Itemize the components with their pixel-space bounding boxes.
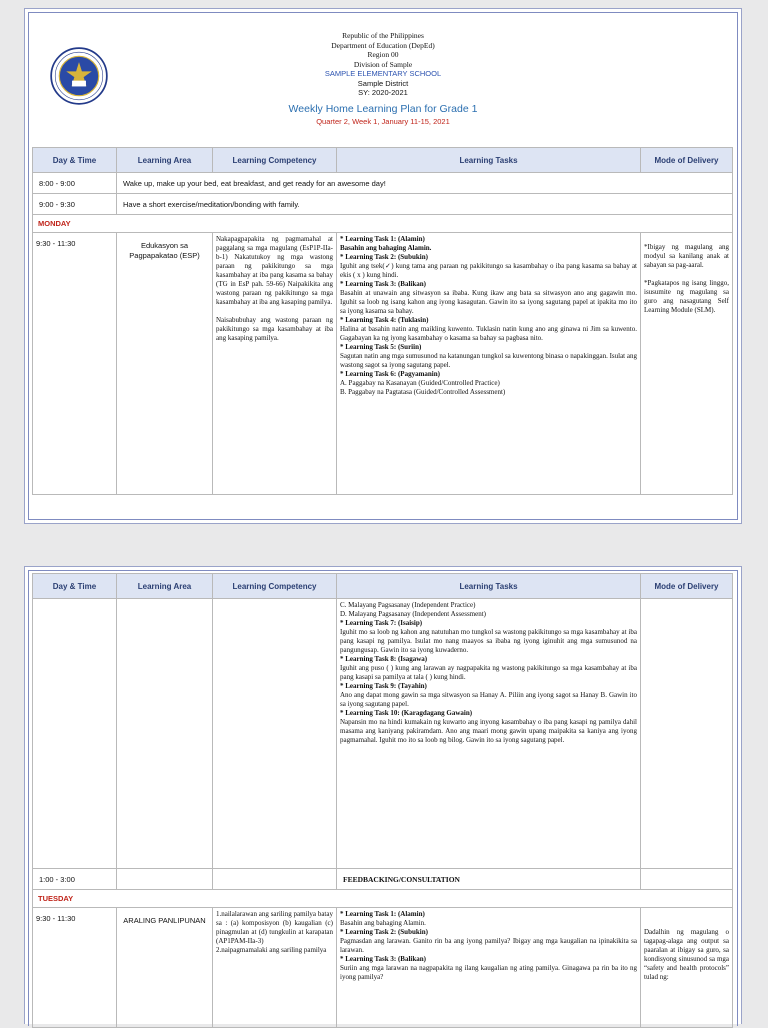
table-header-row — [33, 148, 733, 173]
task-heading: * Learning Task 2: (Subukin) — [340, 253, 428, 261]
task-heading: * Learning Task 1: (Alamin) — [340, 235, 425, 243]
time-cell — [33, 599, 117, 869]
header-line: Department of Education (DepEd) — [331, 40, 435, 50]
task-heading: * Learning Task 4: (Tuklasin) — [340, 316, 429, 324]
task-heading: * Learning Task 5: (Suriin) — [340, 343, 422, 351]
table-row — [33, 869, 733, 890]
feedback-cell: FEEDBACKING/CONSULTATION — [337, 869, 641, 890]
task-body: Napansin mo na hindi kumakain ng kuwarto ang inyong kasambahay o iba pang kasapi ng pamilya dahil masama ang kaniyang pakiramdam. Ano ang maari mong gawin upang maipakita sa kaniya ang iyong pagmamahal. Iguhit mo ito sa loob ng bilog. Gawin ito sa iyong sagutang papel. — [340, 718, 637, 744]
learning-area-cell — [117, 599, 213, 869]
competency-text: Naisabubuhay ang wastong paraan ng pakikitungo sa mga kasambahay at iba ang kasaping pamilya. — [216, 316, 333, 342]
competency-cell — [213, 233, 337, 495]
document-page-1 — [24, 8, 742, 524]
col-day-time: Day & Time — [33, 148, 117, 173]
header-line: Division of Sample — [353, 59, 413, 69]
competency-text: 2.naipagmamalaki ang sariling pamilya — [216, 946, 327, 954]
mode-cell — [641, 599, 733, 869]
table-header-row — [33, 574, 733, 599]
task-heading: * Learning Task 10: (Karagdagang Gawain) — [340, 709, 473, 717]
time-cell: 9:00 - 9:30 — [33, 194, 117, 215]
mode-text: *Ibigay ng magulang ang modyul sa kanilang anak at sabayan sa pag-aaral. — [644, 243, 729, 269]
competency-cell — [213, 869, 337, 890]
day-row — [33, 890, 733, 908]
task-body: A. Paggabay na Kasanayan (Guided/Controlled Practice) — [340, 379, 500, 387]
school-name: SAMPLE ELEMENTARY SCHOOL — [324, 69, 442, 78]
task-heading: * Learning Task 8: (Isagawa) — [340, 655, 428, 663]
task-body: B. Paggabay na Pagtatasa (Guided/Controlled Assessment) — [340, 388, 506, 396]
time-cell: 8:00 - 9:00 — [33, 173, 117, 194]
col-mode-of-delivery: Mode of Delivery — [641, 574, 733, 599]
activity-cell: Wake up, make up your bed, eat breakfast, and get ready for an awesome day! — [117, 173, 733, 194]
competency-cell — [213, 908, 337, 1028]
learning-plan-table — [32, 573, 733, 1028]
col-learning-competency: Learning Competency — [213, 148, 337, 173]
learning-area-cell — [117, 869, 213, 890]
mode-cell: Dadalhin ng magulang o tagapag-alaga ang output sa paaralan at ibigay sa guro, sa kondisyong sinusunod sa mga “safety and health protocols” tulad ng: — [641, 908, 733, 1028]
learning-area-cell: ARALING PANLIPUNAN — [117, 908, 213, 1028]
district: Sample District — [357, 78, 409, 88]
table-row — [33, 908, 733, 1028]
table-row — [33, 233, 733, 495]
task-body: Iguhit mo sa loob ng kahon ang natutuhan mo tungkol sa wastong pakikitungo sa mga kasambahay at iba pang kasapi ng pamilya. Isulat mo nang maayos sa ibaba ng iyong iginuhit ang mga sumusunod na pangungusap. Gawin ito sa iyong kuwaderno. — [340, 628, 637, 654]
task-body: Suriin ang mga larawan na nagpapakita ng ilang kaugalian ng ating pamilya. Ginagawa pa rin ba ito ng iyong pamilya? — [340, 964, 637, 981]
task-body: Basahin at unawain ang sitwasyon sa ibaba. Kung ikaw ang bata sa sitwasyon ano ang gagawin mo. Iguhit sa loob ng isang kahon ang iyong kasagutan. Gawin ito sa iyong sagutang papel at ipakita mo ito sa iyong kasama sa bahay. — [340, 289, 637, 315]
document-header — [25, 31, 741, 127]
school-year: SY: 2020-2021 — [358, 88, 408, 97]
competency-cell — [213, 599, 337, 869]
task-body: D. Malayang Pagsasanay (Independent Assessment) — [340, 610, 486, 618]
task-body: Sagutan natin ang mga sumusunod na katanungan tungkol sa kuwentong binasa o napakinggan. Isulat ang wastong sagot sa iyong sagutang papel. — [340, 352, 637, 369]
task-body: C. Malayang Pagsasanay (Independent Practice) — [340, 601, 476, 609]
day-label: MONDAY — [33, 215, 733, 233]
time-cell: 9:30 - 11:30 — [33, 233, 117, 495]
mode-cell — [641, 869, 733, 890]
mode-text: *Pagkatapos ng isang linggo, isusumite ng magulang sa guro ang nasagutang Self Learning Module (SLM). — [644, 279, 729, 314]
col-day-time: Day & Time — [33, 574, 117, 599]
col-learning-area: Learning Area — [117, 574, 213, 599]
day-row — [33, 215, 733, 233]
task-body: Ano ang dapat mong gawin sa mga sitwasyon sa Hanay A. Piliin ang iyong sagot sa Hanay B. Gawin ito sa iyong sagutang papel. — [340, 691, 637, 708]
table-row — [33, 173, 733, 194]
time-cell: 1:00 - 3:00 — [33, 869, 117, 890]
mode-cell — [641, 233, 733, 495]
quarter-subtitle: Quarter 2, Week 1, January 11-15, 2021 — [316, 116, 450, 126]
tasks-cell — [337, 233, 641, 495]
tasks-cell — [337, 908, 641, 1028]
task-heading: * Learning Task 7: (Isaisip) — [340, 619, 423, 627]
col-mode-of-delivery: Mode of Delivery — [641, 148, 733, 173]
activity-cell: Have a short exercise/meditation/bonding with family. — [117, 194, 733, 215]
table-row — [33, 194, 733, 215]
col-learning-tasks: Learning Tasks — [337, 148, 641, 173]
header-line: Region 00 — [367, 50, 399, 59]
task-heading: * Learning Task 2: (Subukin) — [340, 928, 428, 936]
task-heading: * Learning Task 1: (Alamin) — [340, 910, 425, 918]
col-learning-tasks: Learning Tasks — [337, 574, 641, 599]
plan-title: Weekly Home Learning Plan for Grade 1 — [288, 102, 478, 115]
task-heading: * Learning Task 3: (Balikan) — [340, 280, 426, 288]
tasks-cell — [337, 599, 641, 869]
col-learning-competency: Learning Competency — [213, 574, 337, 599]
learning-area-cell: Edukasyon sa Pagpapakatao (ESP) — [117, 233, 213, 495]
task-heading: Basahin ang bahaging Alamin. — [340, 244, 432, 252]
col-learning-area: Learning Area — [117, 148, 213, 173]
task-heading: * Learning Task 3: (Balikan) — [340, 955, 426, 963]
task-heading: * Learning Task 9: (Tayahin) — [340, 682, 427, 690]
header-line: Republic of the Philippines — [342, 31, 424, 40]
task-body: Halina at basahin natin ang maikling kuwento. Tuklasin natin kung ano ang ginawa ni Jim sa kuwento. Gagabayan ka ng iyong kasambahay o kasama sa bahay sa pagbasa nito. — [340, 325, 637, 342]
task-heading: * Learning Task 6: (Pagyamanin) — [340, 370, 440, 378]
learning-plan-table — [32, 147, 733, 495]
task-body: Pagmasdan ang larawan. Ganito rin ba ang iyong pamilya? Ibigay ang mga kaugalian na ipinakikita sa larawan. — [340, 937, 637, 954]
task-body: Basahin ang bahaging Alamin. — [340, 919, 426, 927]
document-page-2 — [24, 566, 742, 1024]
task-body: Iguhit ang tsek(✓) kung tama ang paraan ng pakikitungo sa kasambahay o iba pang kasama sa bahay at ekis ( x ) kung hindi. — [340, 262, 637, 279]
competency-text: 1.nailalarawan ang sariling pamilya batay sa : (a) komposisyon (b) kaugalian (c) pinagmulan at (d) tungkulin at karapatan (AP1PAM-IIa-3) — [216, 910, 333, 945]
competency-text: Nakapagpapakita ng pagmamahal at paggalang sa mga magulang (EsP1P-IIa-b-1) Nakatutukoy ng mga wastong paraan ng pakikitungo sa mga kasambahay at iba pang kasama sa bahay (TG in EsP pah. 59-66) Naipakikita ang wastong paraan ng pakikitungo sa mga kasambahay at iba ang kasaping pamilya. — [216, 235, 333, 306]
time-cell: 9:30 - 11:30 — [33, 908, 117, 1028]
table-row — [33, 599, 733, 869]
task-body: Iguhit ang puso ( ) kung ang larawan ay nagpapakita ng wastong pakikitungo sa mga kasambahay at iba pang kasapi sa pamilya at tala ( ) kung hindi. — [340, 664, 637, 681]
day-label: TUESDAY — [33, 890, 733, 908]
